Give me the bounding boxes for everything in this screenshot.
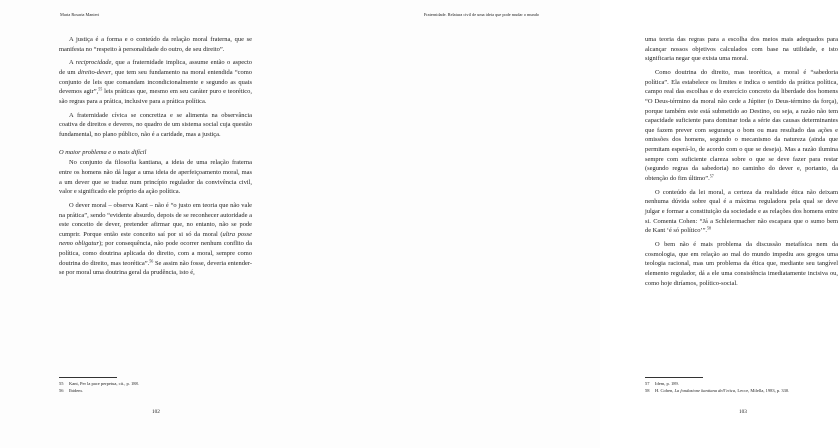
running-head-right: Fraternidade. Relatura civil de uma ideia que pode mudar o mundo (423, 12, 539, 17)
page-number-right: 103 (739, 409, 747, 415)
footnote-ref: 55 (98, 87, 103, 93)
footnote: 55 Kant, Per la pace perpetua, cit., p. 188. (59, 381, 139, 386)
footnote-divider (645, 377, 703, 378)
footnote-ref: 58 (707, 225, 712, 231)
footnote: 57 Idem, p. 189. (645, 381, 679, 386)
paragraph: A fraternidade cívica se concretiza e se alimenta na observância coativa de direitos e deveres, no quadro de um sistema social cuja questão fundamental, no plano público, não é a caridade, mas a justiça. (59, 111, 252, 138)
paragraph: uma teoria das regras para a escolha dos meios mais adequados para alcançar nossos objetivos calculados com base na utilidade, e isto significaria negar que exista uma moral. (645, 36, 838, 63)
right-body-text (645, 35, 838, 288)
paragraph: A reciprocidade, que a fraternidade implica, assume então o aspecto de um direito-dever, que tem seu fundamento na moral entendida “como conjunto de leis que comandam incondicionalmente e segundo as quais devemos agir”,$^{55}$ leis práticas que, mesmo em seu caráter puro e teorético, são regras para a prática, inclusive para a prática política. (59, 59, 253, 105)
paragraph: A justiça é a forma e o conteúdo da relação moral fraterna, que se manifesta no “respeito à personalidade do outro, de seu direito”. (59, 36, 252, 53)
footnote: 58 H. Cohen, La fondazione kantiana dell’etica, Lecce, Milella, 1983, p. 330. (645, 387, 790, 393)
right-page (300, 0, 838, 448)
right-footnotes (645, 381, 838, 394)
footnote-divider (59, 377, 117, 378)
section-heading: O maior problema e o mais difícil (59, 148, 147, 156)
paragraph: O dever moral – observa Kant – não é “o justo em teoria que não vale na prática”, sendo “evidente absurdo, depois de se reconhecer autoridade a este conceito de dever, pretender afirmar que, no entanto, não se pode cumprir. Porque então este conceito saí por si só da moral (ultra posse nemo obligatur); por consequência, não pode ocorrer nenhum conflito da política, como doutrina aplicada do direito, com a moral, sempre como doutrina do direito, mas teorética”.$^{56}$ Se assim não fosse, deveria entender-se por moral uma doutrina geral da prudência, isto é, (59, 201, 253, 277)
left-page (0, 0, 300, 448)
paragraph: No conjunto da filosofia kantiana, a ideia de uma relação fraterna entre os homens não dá lugar a uma ideia de aperfeiçoamento moral, mas a um dever que se traduz num princípio regulador da convivência civil, valor e significado ele próprio da ação política. (59, 159, 252, 196)
footnote: 56 Ibidem. (59, 387, 83, 393)
footnote-ref: 56 (149, 258, 154, 264)
footnote-ref: 57 (709, 173, 714, 179)
paragraph: O conteúdo da lei moral, a certeza da realidade ética não deixam nenhuma dúvida sobre qual é a máxima reguladora pela qual se deve julgar e formar a constituição da sociedade e as relações dos homens entre si. Comenta Cohen: “Já a Schleiermacher não escapara que o sumo bem de Kant ‘é só político’”.$^{58}$ (645, 188, 838, 235)
left-footnotes (59, 381, 252, 394)
page-number-left: 102 (152, 409, 160, 415)
left-body-text (59, 35, 252, 278)
running-head-left: Maria Rosaria Manieri (60, 12, 100, 17)
paragraph: O bem não é mais problema da discussão metafísica nem da cosmologia, que em relação ao mal do mundo impediu aos gregos uma teologia racional, mas um problema da ética que, mediante seu tangível elemento regulador, dá a ele uma consistência imediatamente incisiva ou, como hoje diríamos, político-social. (645, 241, 838, 287)
paragraph: Como doutrina do direito, mas teorética, a moral é “sabedoria política”. Ela estabelece os limites e indica o sentido da prática política, campo real das escolhas e do exercício concreto da liberdade dos homens “O Deus-término da moral não cede a Júpiter (o Deus-término da força), porque também este está submetido ao Destino, ou seja, a razão não tem capacidade suficiente para dominar toda a série das causas determinantes que fazem prever com segurança o bom ou mau resultado das ações e omissões dos homens, segundo o mecanismo da natureza (ainda que permitam esperá-lo, de acordo com o que se deseja). Mas a razão ilumina sempre com suficiente clareza sobre o que se deve fazer para restar (segundo regras da sabedoria) no caminho do dever e, portanto, da obtenção do fim último”.$^{57}$ (645, 69, 838, 182)
